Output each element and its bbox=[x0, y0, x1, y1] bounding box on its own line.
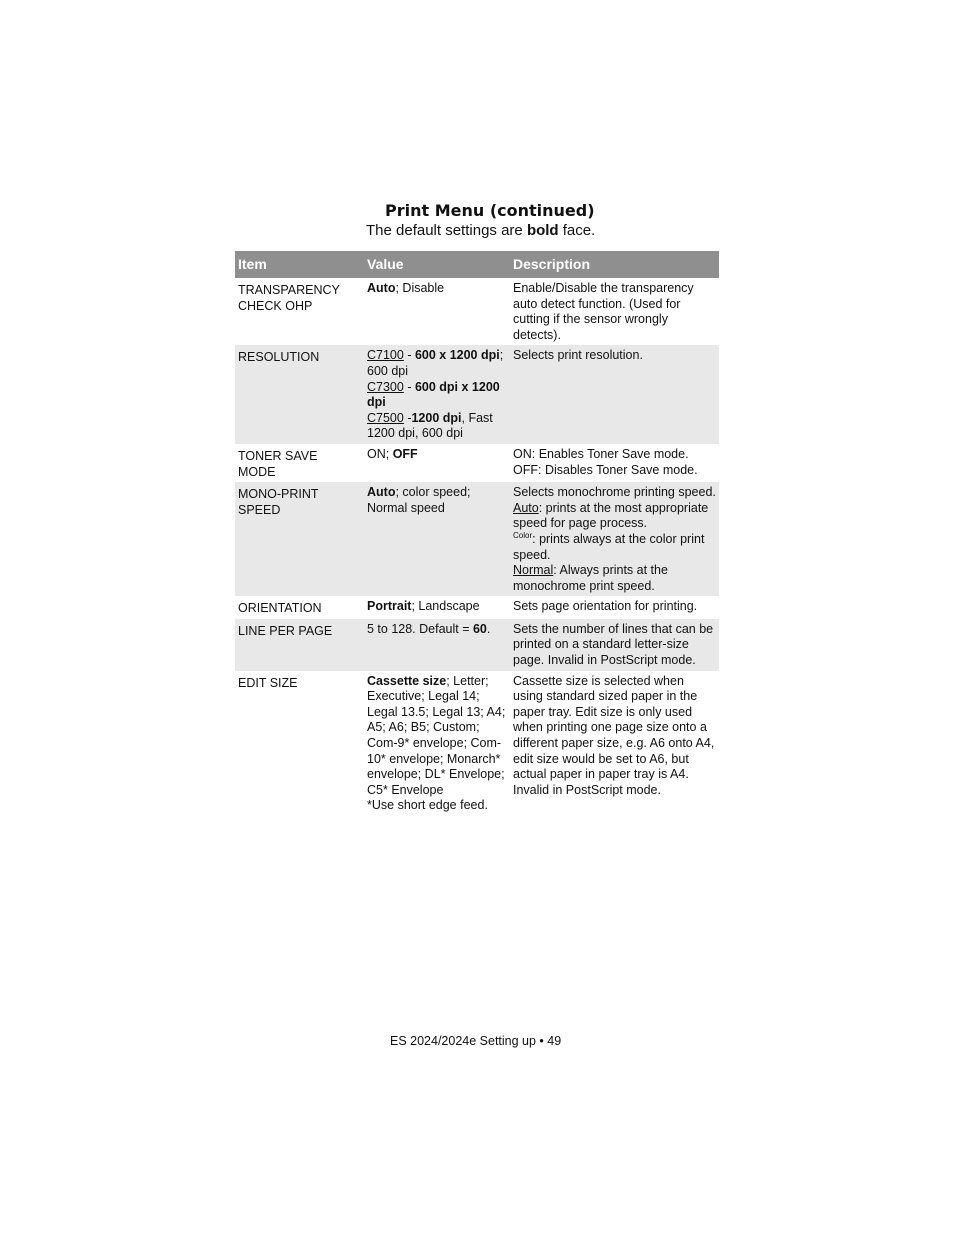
row-item bbox=[235, 444, 364, 482]
model-c7500: C7500 bbox=[367, 410, 404, 425]
table-row bbox=[235, 278, 719, 345]
table-row bbox=[235, 671, 719, 816]
row-value bbox=[364, 596, 510, 619]
item-line: TONER SAVE bbox=[238, 448, 318, 463]
option-normal-label: Normal bbox=[513, 563, 554, 578]
row-item bbox=[235, 278, 364, 345]
default-value: 60 bbox=[472, 621, 487, 636]
item-line: CHECK OHP bbox=[238, 298, 313, 313]
row-item: LINE PER PAGE bbox=[235, 619, 364, 671]
row-item: ORIENTATION bbox=[238, 601, 322, 616]
value-text: , Fast 1200 dpi, 600 dpi bbox=[367, 410, 493, 441]
subtitle-text: The default settings are bbox=[366, 222, 527, 239]
table-header-row bbox=[235, 251, 719, 278]
default-value: OFF bbox=[392, 446, 418, 461]
option-auto-text: : prints at the most appropriate speed for page process. bbox=[513, 500, 709, 531]
default-value: 600 x 1200 dpi bbox=[414, 348, 500, 363]
option-color-label: Color bbox=[513, 530, 533, 540]
row-description: Selects print resolution. bbox=[510, 345, 719, 444]
table-row bbox=[235, 345, 719, 444]
value-note: *Use short edge feed. bbox=[367, 798, 488, 813]
page-footer: ES 2024/2024e Setting up • 49 bbox=[390, 1034, 562, 1048]
row-description: Sets page orientation for printing. bbox=[513, 599, 698, 614]
row-value bbox=[364, 444, 510, 482]
default-value: 1200 dpi bbox=[411, 410, 462, 425]
header-description: Description bbox=[510, 251, 719, 278]
table-row bbox=[235, 619, 719, 671]
subtitle-bold-word: bold bbox=[526, 222, 559, 239]
value-sep: - bbox=[403, 410, 412, 425]
item-line: SPEED bbox=[238, 502, 281, 517]
value-text: ; Letter; Executive; Legal 14; Legal 13.5; Legal 13; A4; A5; A6; B5; Custom; Com-9* envelope; Com-10* envelope; Monarch* envelope; DL* Envelope; C5* Envelope bbox=[367, 673, 506, 797]
table-row bbox=[235, 482, 719, 596]
default-value: Auto bbox=[367, 281, 396, 295]
row-value bbox=[364, 345, 510, 444]
value-text: . bbox=[486, 621, 491, 636]
item-line: MONO-PRINT bbox=[238, 487, 319, 502]
subtitle-text-end: face. bbox=[558, 222, 596, 239]
print-menu-table bbox=[235, 251, 719, 816]
description-line: OFF: Disables Toner Save mode. bbox=[513, 462, 698, 477]
row-value bbox=[364, 619, 510, 671]
value-text: 5 to 128. Default = bbox=[367, 621, 473, 636]
value-text: ; Landscape bbox=[411, 599, 480, 614]
row-description bbox=[510, 482, 719, 596]
page-title: Print Menu (continued) bbox=[385, 201, 595, 220]
description-intro: Selects monochrome printing speed. bbox=[513, 485, 716, 500]
item-line: MODE bbox=[238, 464, 276, 479]
row-description bbox=[510, 444, 719, 482]
header-value: Value bbox=[364, 251, 510, 278]
row-item bbox=[235, 482, 364, 596]
row-description: Enable/Disable the transparency auto detect function. (Used for cutting if the sensor wrongly detects). bbox=[513, 281, 694, 342]
item-line: TRANSPARENCY bbox=[238, 283, 340, 297]
value-text: ; Disable bbox=[395, 281, 445, 295]
value-sep: - bbox=[403, 379, 415, 394]
option-auto-label: Auto bbox=[513, 500, 539, 515]
row-description: Sets the number of lines that can be printed on a standard letter-size page. Invalid in PostScript mode. bbox=[510, 619, 719, 671]
value-text: ON; bbox=[367, 446, 393, 461]
model-c7300: C7300 bbox=[367, 379, 404, 394]
value-sep: - bbox=[403, 348, 415, 363]
table-row bbox=[235, 444, 719, 482]
header-item: Item bbox=[235, 251, 364, 278]
table-row bbox=[235, 596, 719, 619]
row-item: RESOLUTION bbox=[235, 345, 364, 444]
row-description: Cassette size is selected when using standard sized paper in the paper tray. Edit size is only used when printing one page size onto a different paper size, e.g. A6 onto A4, edit size would be set to A6, but actual paper in paper tray is A4. Invalid in PostScript mode. bbox=[513, 673, 715, 797]
default-value: Portrait bbox=[367, 599, 412, 614]
default-value: Auto bbox=[367, 485, 396, 500]
default-value: 600 dpi x 1200 dpi bbox=[367, 379, 500, 410]
value-text: ; color speed; Normal speed bbox=[367, 485, 471, 515]
row-value bbox=[364, 482, 510, 596]
row-value bbox=[364, 278, 510, 345]
option-normal-text: : Always prints at the monochrome print speed. bbox=[513, 563, 668, 593]
value-text: ; 600 dpi bbox=[367, 348, 504, 378]
model-c7100: C7100 bbox=[367, 348, 404, 363]
default-value: Cassette size bbox=[367, 673, 447, 688]
option-color-text: : prints always at the color print speed. bbox=[513, 531, 705, 562]
row-value bbox=[364, 671, 510, 816]
description-line: ON: Enables Toner Save mode. bbox=[513, 446, 689, 461]
page-subtitle bbox=[366, 222, 595, 239]
row-item: EDIT SIZE bbox=[238, 675, 298, 690]
